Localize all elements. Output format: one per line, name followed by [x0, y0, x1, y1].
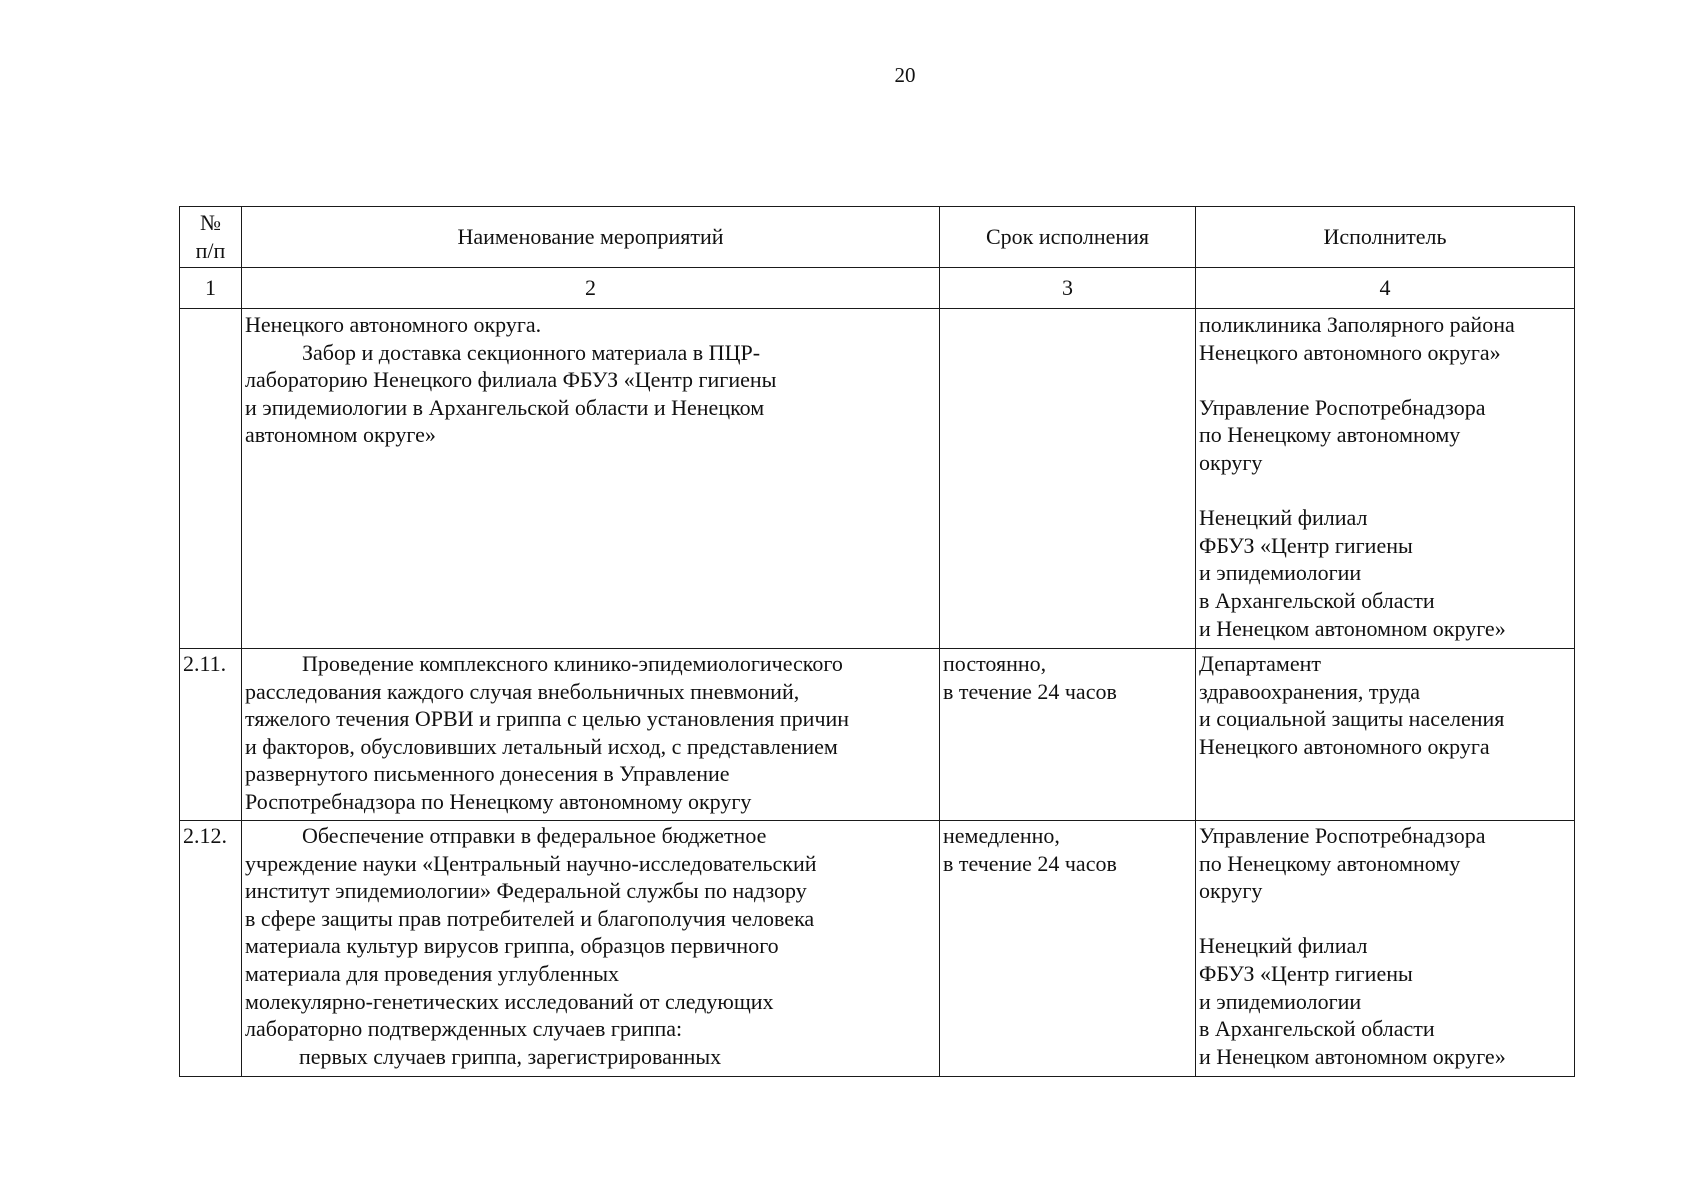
column-number: 4 — [1196, 268, 1575, 309]
row-name: Ненецкого автономного округа. Забор и доставка секционного материала в ПЦР- лабораторию Ненецкого филиала ФБУЗ «Центр гигиены и эпидемиологии в Архангельской области и Ненецком автономном округе» — [242, 309, 940, 649]
column-number: 2 — [242, 268, 940, 309]
row-term: немедленно, в течение 24 часов — [940, 821, 1196, 1077]
header-name: Наименование мероприятий — [242, 207, 940, 268]
page-number: 20 — [894, 63, 916, 87]
row-term — [940, 309, 1196, 649]
header-executor: Исполнитель — [1196, 207, 1575, 268]
column-number: 1 — [180, 268, 242, 309]
row-name: Проведение комплексного клинико-эпидемиологического расследования каждого случая внебольничных пневмоний, тяжелого течения ОРВИ и гриппа с целью установления причин и факторов, обусловивших летальный исход, с представлением развернутого письменного донесения в Управление Роспотребнадзора по Ненецкому автономному округу — [242, 649, 940, 821]
table-row — [180, 821, 1575, 1077]
table-row — [180, 649, 1575, 821]
row-number: 2.11. — [180, 649, 242, 821]
row-number — [180, 309, 242, 649]
row-executor: Департамент здравоохранения, труда и социальной защиты населения Ненецкого автономного округа — [1196, 649, 1575, 821]
row-executor: Управление Роспотребнадзора по Ненецкому автономному округу Ненецкий филиал ФБУЗ «Центр гигиены и эпидемиологии в Архангельской области и Ненецком автономном округе» — [1196, 821, 1575, 1077]
table-header-row — [180, 207, 1575, 268]
row-name: Обеспечение отправки в федеральное бюджетное учреждение науки «Центральный научно-исследовательский институт эпидемиологии» Федеральной службы по надзору в сфере защиты прав потребителей и благополучия человека материала культур вирусов гриппа, образцов первичного материала для проведения углубленных молекулярно-генетических исследований от следующих лабораторно подтвержденных случаев гриппа: первых случаев гриппа, зарегистрированных — [242, 821, 940, 1077]
row-executor: поликлиника Заполярного района Ненецкого автономного округа» Управление Роспотребнадзора по Ненецкому автономному округу Ненецкий филиал ФБУЗ «Центр гигиены и эпидемиологии в Архангельской области и Ненецком автономном округе» — [1196, 309, 1575, 649]
header-number: № п/п — [180, 207, 242, 268]
table-row — [180, 309, 1575, 649]
action-plan-table — [179, 206, 1575, 1077]
column-numbers-row — [180, 268, 1575, 309]
header-term: Срок исполнения — [940, 207, 1196, 268]
column-number: 3 — [940, 268, 1196, 309]
row-term: постоянно, в течение 24 часов — [940, 649, 1196, 821]
row-number: 2.12. — [180, 821, 242, 1077]
